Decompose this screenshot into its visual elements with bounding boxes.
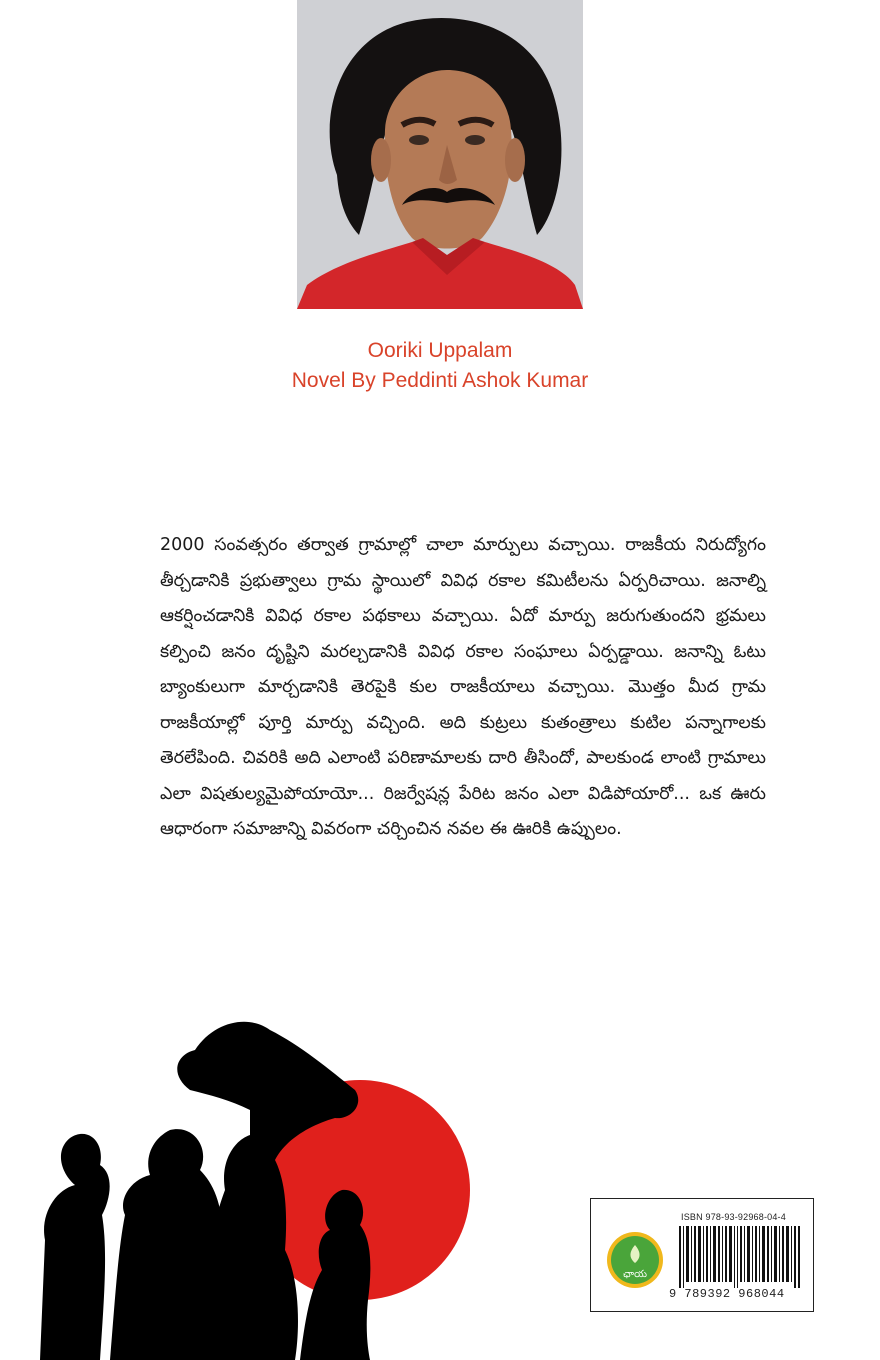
isbn-digits: 9 789392 968044	[669, 1287, 785, 1301]
book-title: Ooriki Uppalam	[367, 339, 513, 362]
author-portrait-image	[297, 0, 583, 309]
publisher-name: ఛాయ	[623, 1269, 647, 1280]
back-cover-blurb: 2000 సంవత్సరం తర్వాత గ్రామాల్లో చాలా మార్పులు వచ్చాయి. రాజకీయ నిరుద్యోగం తీర్చడానికి ప్రభుత్వాలు గ్రామ స్థాయిలో వివిధ రకాల కమిటీలను ఏర్పరిచాయి. జనాల్ని ఆకర్షించడానికి వివిధ రకాల పథకాలు వచ్చాయి. ఏదో మార్పు జరుగుతుందని భ్రమలు కల్పించి జనం దృష్టిని మరల్చడానికి వివిధ రకాల సంఘాలు ఏర్పడ్డాయి. జనాన్ని ఓటు బ్యాంకులుగా మార్చడానికి తెరపైకి కుల రాజకీయాలు వచ్చాయి. మొత్తం మీద గ్రామ రాజకీయాల్లో పూర్తి మార్పు వచ్చింది. అది కుట్రలు కుతంత్రాలు కుటిల పన్నాగాలకు తెరలేపింది. చివరికి అది ఎలాంటి పరిణామాలకు దారి తీసిందో, పాలకుండ లాంటి గ్రామాలు ఎలా విషతుల్యమైపోయాయో... రిజర్వేషన్ల పేరిట జనం ఎలా విడిపోయారో... ఒక ఊరు ఆధారంగా సమాజాన్ని వివరంగా చర్చించిన నవల ఈ ఊరికి ఉప్పులం.	[160, 535, 766, 839]
isbn-barcode-image	[679, 1226, 801, 1288]
author-photo	[297, 0, 583, 309]
book-title-block	[0, 336, 880, 396]
silhouette-illustration	[0, 1000, 500, 1360]
book-subtitle: Novel By Peddinti Ashok Kumar	[291, 369, 589, 392]
publisher-logo-icon	[606, 1231, 664, 1289]
isbn-label: ISBN 978-93-92968-04-4	[681, 1212, 786, 1222]
isbn-panel	[590, 1198, 814, 1312]
